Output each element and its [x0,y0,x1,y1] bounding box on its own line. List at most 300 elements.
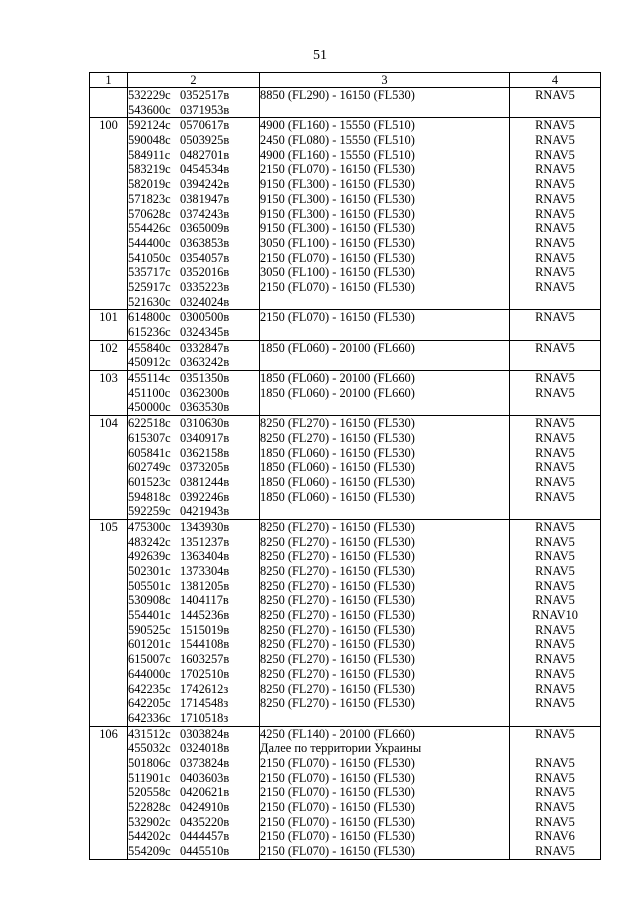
route-navigation-spec [510,88,601,118]
longitude: 1343930в [180,519,230,534]
altitude-range: 8250 (FL270) - 16150 (FL530) [260,430,415,445]
longitude: 0503925в [180,133,230,148]
routes-table [89,72,601,860]
route-altitudes [260,519,510,726]
coordinate-line [128,475,259,490]
altitude-range: 2150 (FL070) - 16150 (FL530) [260,770,415,785]
altitude-range: 9150 (FL300) - 16150 (FL530) [260,206,415,221]
nav-spec: RNAV5 [535,235,575,250]
coordinate-line [128,192,259,207]
coordinate-line [128,593,259,608]
longitude: 1373304в [180,564,230,578]
coordinate-line [128,103,259,118]
coordinate-line [128,341,259,356]
latitude: 492639с [128,549,171,564]
latitude: 544400с [128,235,171,250]
longitude: 0324024в [180,294,230,309]
coordinate-line [128,355,259,370]
nav-spec: RNAV5 [535,652,575,667]
nav-spec: RNAV5 [535,206,575,221]
latitude: 584911с [128,147,171,162]
latitude: 592259с [128,504,171,519]
longitude: 1714548з [180,696,229,711]
route-navigation-spec [510,118,601,310]
altitude-range: 8250 (FL270) - 16150 (FL530) [260,681,415,696]
latitude: 601523с [128,474,171,489]
altitude-range: 8250 (FL270) - 16150 (FL530) [260,608,415,623]
nav-spec: RNAV5 [535,519,575,534]
longitude: 0324018в [180,741,230,756]
column-header-1: 1 [90,73,128,88]
table-header-row [90,73,601,88]
coordinate-line [128,711,259,726]
routes-body [90,88,601,860]
page-number: 51 [313,48,327,63]
route-coordinates [128,416,260,520]
latitude: 622518с [128,416,171,431]
column-header-3: 3 [260,73,510,88]
longitude: 1515019в [180,622,230,637]
latitude: 614800с [128,310,171,325]
longitude: 0354057в [180,250,230,265]
latitude: 455840с [128,340,171,355]
longitude: 0362300в [180,385,230,400]
coordinate-line [128,520,259,535]
nav-spec: RNAV5 [535,770,575,785]
nav-spec: RNAV5 [535,534,575,549]
altitude-range: 8250 (FL270) - 16150 (FL530) [260,534,415,549]
altitude-range: 1850 (FL060) - 20100 (FL660) [260,371,415,386]
longitude: 0445510в [180,844,230,859]
nav-spec: RNAV5 [535,681,575,696]
altitude-range: 8250 (FL270) - 16150 (FL530) [260,666,415,681]
altitude-range [260,103,509,118]
latitude: 605841с [128,445,171,460]
altitude-range: 2150 (FL070) - 16150 (FL530) [260,279,415,294]
longitude: 0352016в [180,265,230,280]
latitude: 644000с [128,666,171,681]
route-number: 102 [90,340,128,370]
coordinate-line [128,221,259,236]
altitude-range: 2150 (FL070) - 16150 (FL530) [260,829,415,844]
column-header-2: 2 [128,73,260,88]
nav-spec: RNAV5 [535,814,575,829]
altitude-range: 8250 (FL270) - 16150 (FL530) [260,652,415,667]
nav-spec: RNAV5 [535,177,575,192]
nav-spec [510,325,600,340]
nav-spec: RNAV5 [535,593,575,608]
column-header-4: 4 [510,73,601,88]
longitude: 1404117в [180,593,229,608]
latitude: 511901с [128,770,171,785]
altitude-range: 1850 (FL060) - 20100 (FL660) [260,385,415,400]
latitude: 455114с [128,371,171,386]
altitude-range: 2150 (FL070) - 16150 (FL530) [260,755,415,770]
nav-spec: RNAV5 [535,147,575,162]
latitude: 554209с [128,844,171,859]
altitude-range: 1850 (FL060) - 20100 (FL660) [260,340,415,355]
longitude: 0335223в [180,279,230,294]
coordinate-line [128,829,259,844]
longitude: 0420621в [180,785,230,800]
coordinate-line [128,800,259,815]
nav-spec: RNAV5 [535,310,575,325]
longitude: 0394242в [180,177,230,192]
longitude: 0363530в [180,400,230,415]
longitude: 0365009в [180,221,230,236]
longitude: 1381205в [180,578,230,593]
coordinate-line [128,682,259,697]
longitude: 0435220в [180,814,230,829]
altitude-range: 8250 (FL270) - 16150 (FL530) [260,637,415,652]
nav-spec: RNAV5 [535,460,575,475]
route-navigation-spec [510,310,601,340]
coordinate-line [128,623,259,638]
nav-spec: RNAV5 [535,489,575,504]
nav-spec: RNAV5 [535,430,575,445]
latitude: 554426с [128,221,171,236]
coordinate-line [128,162,259,177]
latitude: 525917с [128,279,171,294]
altitude-range: 3050 (FL100) - 16150 (FL530) [260,235,415,250]
nav-spec: RNAV5 [535,474,575,489]
nav-spec: RNAV5 [535,564,575,578]
nav-spec [510,504,600,519]
latitude: 590048с [128,133,171,148]
altitude-range: 8250 (FL270) - 16150 (FL530) [260,696,415,711]
longitude: 0362158в [180,445,230,460]
route-group-row [90,340,601,370]
route-group-row [90,726,601,859]
coordinate-line [128,815,259,830]
altitude-range: 4250 (FL140) - 20100 (FL660) [260,726,415,741]
latitude: 451100с [128,385,171,400]
altitude-range: Далее по территории Украины [260,741,422,756]
coordinate-line [128,696,259,711]
route-coordinates [128,371,260,416]
nav-spec: RNAV5 [535,800,575,814]
nav-spec [510,711,600,726]
nav-spec: RNAV10 [532,608,578,623]
altitude-range [260,504,509,519]
longitude: 0381947в [180,191,230,206]
latitude: 554401с [128,608,171,623]
latitude: 521630с [128,294,171,309]
altitude-range: 8250 (FL270) - 16150 (FL530) [260,416,415,431]
longitude: 0482701в [180,147,230,162]
coordinate-line [128,265,259,280]
longitude: 0363242в [180,355,230,370]
route-coordinates [128,118,260,310]
coordinate-line [128,535,259,550]
nav-spec [510,355,600,370]
nav-spec [510,400,600,415]
altitude-range: 9150 (FL300) - 16150 (FL530) [260,177,415,192]
coordinate-line [128,637,259,652]
nav-spec: RNAV5 [535,250,575,265]
altitude-range: 2150 (FL070) - 16150 (FL530) [260,844,415,859]
coordinate-line [128,446,259,461]
route-coordinates [128,726,260,859]
coordinate-line [128,416,259,431]
latitude: 571823с [128,191,171,206]
altitude-range: 2150 (FL070) - 16150 (FL530) [260,814,415,829]
latitude: 592124с [128,118,171,133]
route-group-row [90,519,601,726]
route-altitudes [260,340,510,370]
route-number: 101 [90,310,128,340]
coordinate-line [128,608,259,623]
coordinate-line [128,325,259,340]
nav-spec: RNAV5 [535,133,575,148]
longitude: 0352517в [180,88,230,102]
coordinate-line [128,756,259,771]
route-altitudes [260,416,510,520]
nav-spec [510,295,600,310]
coordinate-line [128,280,259,295]
altitude-range: 2150 (FL070) - 16150 (FL530) [260,785,415,800]
longitude: 0570617в [180,118,230,133]
nav-spec: RNAV6 [535,829,575,844]
coordinate-line [128,88,259,103]
nav-spec: RNAV5 [535,162,575,177]
nav-spec [510,103,600,118]
nav-spec: RNAV5 [535,279,575,294]
longitude: 0303824в [180,726,230,741]
longitude: 0324345в [180,325,230,339]
coordinate-line [128,564,259,579]
latitude: 522828с [128,800,171,814]
latitude: 431512с [128,726,171,741]
altitude-range: 8250 (FL270) - 16150 (FL530) [260,593,415,608]
route-number: 104 [90,416,128,520]
coordinate-line [128,504,259,519]
longitude: 0374243в [180,206,230,221]
latitude: 615007с [128,652,171,667]
coordinate-line [128,579,259,594]
altitude-range: 2150 (FL070) - 16150 (FL530) [260,800,415,814]
coordinate-line [128,667,259,682]
latitude: 532229с [128,88,171,102]
latitude: 602749с [128,460,171,475]
route-group-row [90,118,601,310]
altitude-range: 9150 (FL300) - 16150 (FL530) [260,191,415,206]
longitude: 0424910в [180,800,230,814]
nav-spec: RNAV5 [535,445,575,460]
coordinate-line [128,177,259,192]
route-number: 100 [90,118,128,310]
longitude: 0444457в [180,829,230,844]
latitude: 532902с [128,814,171,829]
latitude: 583219с [128,162,171,177]
route-group-row [90,310,601,340]
nav-spec: RNAV5 [535,88,575,102]
nav-spec: RNAV5 [535,666,575,681]
route-coordinates [128,340,260,370]
nav-spec: RNAV5 [535,637,575,652]
route-navigation-spec [510,416,601,520]
route-coordinates [128,519,260,726]
nav-spec: RNAV5 [535,385,575,400]
longitude: 0351350в [180,371,230,386]
route-number: 106 [90,726,128,859]
altitude-range: 2150 (FL070) - 16150 (FL530) [260,162,415,177]
coordinate-line [128,310,259,325]
nav-spec: RNAV5 [535,755,575,770]
longitude: 0403603в [180,770,230,785]
coordinate-line [128,295,259,310]
latitude: 590525с [128,622,171,637]
route-altitudes [260,371,510,416]
longitude: 0371953в [180,102,230,117]
nav-spec: RNAV5 [535,696,575,711]
coordinate-line [128,771,259,786]
latitude: 505501с [128,578,171,593]
longitude: 0363853в [180,235,230,250]
longitude: 0421943в [180,504,230,519]
route-navigation-spec [510,519,601,726]
route-number: 105 [90,519,128,726]
latitude: 642336с [128,710,171,725]
latitude: 642235с [128,681,171,696]
route-coordinates [128,88,260,118]
nav-spec: RNAV5 [535,578,575,593]
longitude: 0454534в [180,162,230,177]
altitude-range: 2150 (FL070) - 16150 (FL530) [260,250,415,265]
altitude-range: 2150 (FL070) - 16150 (FL530) [260,310,415,325]
nav-spec: RNAV5 [535,265,575,280]
longitude: 0381244в [180,474,230,489]
route-group-row [90,416,601,520]
coordinate-line [128,371,259,386]
altitude-range [260,295,509,310]
latitude: 455032с [128,741,171,756]
nav-spec: RNAV5 [535,221,575,236]
route-number [90,88,128,118]
coordinate-line [128,460,259,475]
latitude: 541050с [128,250,171,265]
latitude: 570628с [128,206,171,221]
altitude-range: 8250 (FL270) - 16150 (FL530) [260,578,415,593]
route-altitudes [260,118,510,310]
longitude: 1702510в [180,666,230,681]
latitude: 544202с [128,829,171,844]
latitude: 601201с [128,637,171,652]
route-altitudes [260,726,510,859]
longitude: 1445236в [180,608,230,623]
altitude-range: 1850 (FL060) - 16150 (FL530) [260,445,415,460]
altitude-range: 8850 (FL290) - 16150 (FL530) [260,88,415,102]
coordinate-line [128,207,259,222]
route-navigation-spec [510,726,601,859]
latitude: 501806с [128,755,171,770]
nav-spec: RNAV5 [535,726,575,741]
longitude: 1603257в [180,652,230,667]
longitude: 0310630в [180,416,230,431]
route-coordinates [128,310,260,340]
nav-spec: RNAV5 [535,622,575,637]
coordinate-line [128,133,259,148]
nav-spec: RNAV5 [535,371,575,386]
coordinate-line [128,386,259,401]
coordinate-line [128,727,259,742]
coordinate-line [128,741,259,756]
longitude: 0340917в [180,430,230,445]
coordinate-line [128,431,259,446]
latitude: 520558с [128,785,171,800]
longitude: 1742612з [180,681,229,696]
longitude: 1363404в [180,549,230,564]
latitude: 582019с [128,177,171,192]
coordinate-line [128,785,259,800]
nav-spec [510,741,600,756]
altitude-range: 9150 (FL300) - 16150 (FL530) [260,221,415,236]
altitude-range: 8250 (FL270) - 16150 (FL530) [260,519,415,534]
nav-spec: RNAV5 [535,191,575,206]
latitude: 530908с [128,593,171,608]
coordinate-line [128,236,259,251]
route-group-row [90,371,601,416]
nav-spec: RNAV5 [535,118,575,133]
longitude: 1351237в [180,534,230,549]
longitude: 0392246в [180,489,230,504]
route-navigation-spec [510,371,601,416]
latitude: 543600с [128,102,171,117]
route-group-row [90,88,601,118]
latitude: 450000с [128,400,171,415]
nav-spec: RNAV5 [535,340,575,355]
route-altitudes [260,88,510,118]
altitude-range: 8250 (FL270) - 16150 (FL530) [260,549,415,564]
latitude: 535717с [128,265,171,280]
altitude-range: 2450 (FL080) - 15550 (FL510) [260,133,415,148]
longitude: 0332847в [180,340,230,355]
latitude: 502301с [128,564,171,578]
longitude: 0373824в [180,755,230,770]
coordinate-line [128,251,259,266]
altitude-range [260,711,509,726]
latitude: 642205с [128,696,171,711]
longitude: 1544108в [180,637,230,652]
route-number: 103 [90,371,128,416]
nav-spec: RNAV5 [535,785,575,800]
latitude: 450912с [128,355,171,370]
route-altitudes [260,310,510,340]
latitude: 594818с [128,489,171,504]
altitude-range: 3050 (FL100) - 16150 (FL530) [260,265,415,280]
altitude-range: 1850 (FL060) - 16150 (FL530) [260,489,415,504]
longitude: 1710518з [180,710,229,725]
altitude-range: 1850 (FL060) - 16150 (FL530) [260,460,415,475]
coordinate-line [128,652,259,667]
latitude: 475300с [128,519,171,534]
coordinate-line [128,549,259,564]
latitude: 615307с [128,430,171,445]
altitude-range: 4900 (FL160) - 15550 (FL510) [260,147,415,162]
longitude: 0373205в [180,460,230,475]
altitude-range: 4900 (FL160) - 15550 (FL510) [260,118,415,133]
nav-spec: RNAV5 [535,416,575,431]
latitude: 483242с [128,534,171,549]
altitude-range [260,355,509,370]
latitude: 615236с [128,325,171,339]
coordinate-line [128,148,259,163]
coordinate-line [128,400,259,415]
altitude-range [260,400,509,415]
coordinate-line [128,490,259,505]
altitude-range [260,325,509,340]
coordinate-line [128,844,259,859]
